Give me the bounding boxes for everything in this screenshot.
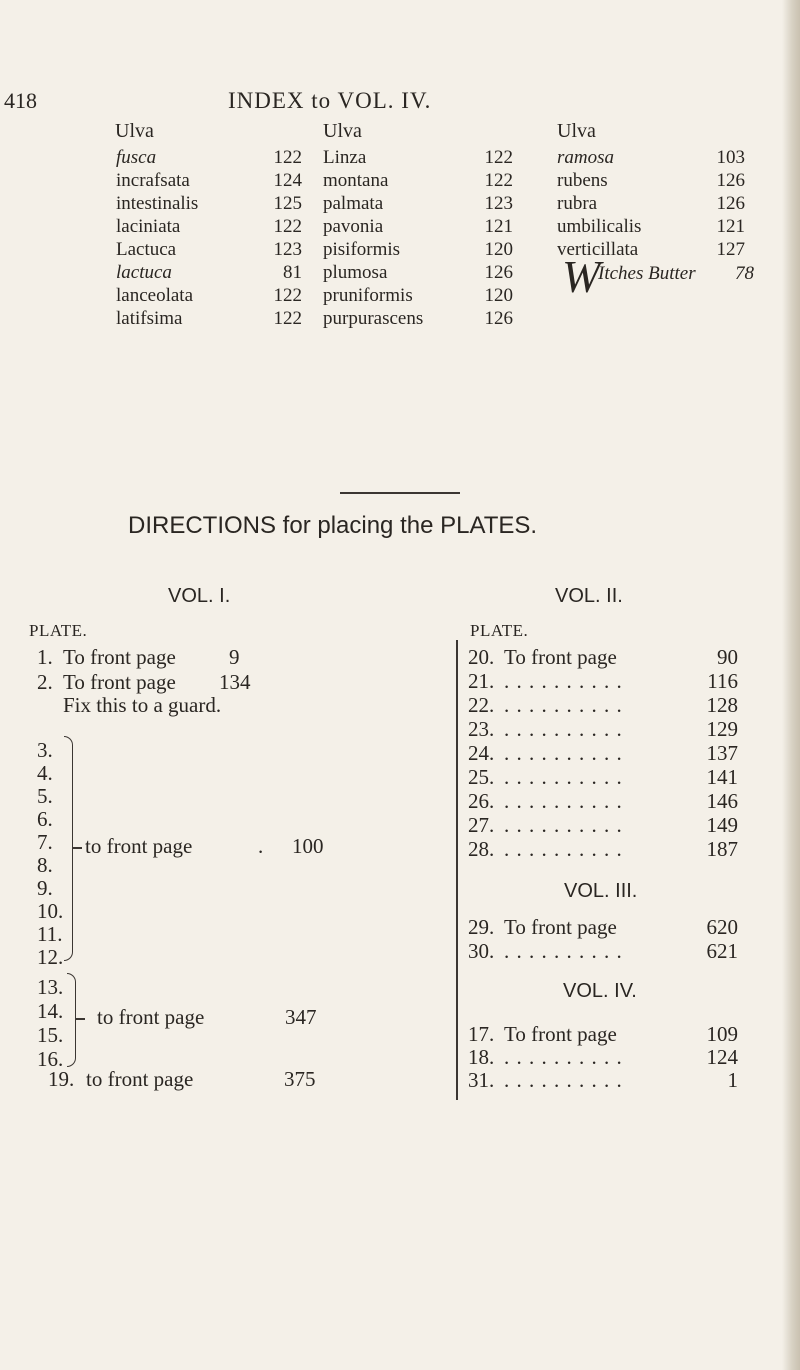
- plate-number: 7.: [37, 830, 53, 854]
- plate-page: 128: [706, 693, 738, 717]
- plate-number: 19.: [48, 1067, 75, 1091]
- witches-entry-text: Itches Butter: [598, 263, 696, 284]
- plate-number: 11.: [37, 922, 63, 946]
- plate-number: 2.: [37, 670, 53, 694]
- running-header: INDEX to VOL. IV.: [228, 88, 432, 113]
- plate-number: 27.: [468, 813, 495, 837]
- vol-1-plate-label: PLATE.: [29, 621, 88, 640]
- index-entry-name: plumosa: [323, 262, 388, 283]
- column-divider: [456, 640, 458, 1100]
- plate-leader-dots: . . . . . . . . . .: [504, 1068, 623, 1092]
- plate-direction: To front page: [504, 645, 617, 669]
- group-1-page: 100: [292, 834, 324, 858]
- plate-page: 141: [706, 765, 738, 789]
- index-entry-page: 122: [273, 147, 302, 168]
- vol-2-heading: VOL. II.: [555, 585, 623, 607]
- index-entry-page: 126: [716, 193, 745, 214]
- plate-number: 16.: [37, 1047, 64, 1071]
- vol-1-heading: VOL. I.: [168, 585, 231, 607]
- index-entry-page: 103: [716, 147, 745, 168]
- index-entry-page: 122: [273, 216, 302, 237]
- plate-number: 25.: [468, 765, 495, 789]
- plate-number: 9.: [37, 876, 53, 900]
- vol-4-heading: VOL. IV.: [563, 980, 637, 1002]
- plate-leader-dots: . . . . . . . . . .: [504, 813, 623, 837]
- guard-note: Fix this to a guard.: [63, 693, 222, 717]
- index-entry-name: laciniata: [116, 216, 181, 237]
- index-entry-page: 124: [273, 170, 302, 191]
- index-entry-name: palmata: [323, 193, 384, 214]
- index-entry-page: 126: [484, 262, 513, 283]
- plate-page: 1: [727, 1068, 738, 1092]
- index-column-heading: Ulva: [557, 120, 596, 142]
- plate-direction: to front page: [86, 1067, 194, 1091]
- section-divider: [340, 492, 460, 494]
- plate-direction: To front page: [63, 670, 176, 694]
- group-2-direction: to front page: [97, 1005, 205, 1029]
- index-entry-name: Lactuca: [116, 239, 177, 260]
- plate-number: 8.: [37, 853, 53, 877]
- plate-number: 6.: [37, 807, 53, 831]
- vol-2-plate-label: PLATE.: [470, 621, 529, 640]
- plate-number: 22.: [468, 693, 495, 717]
- plate-direction: To front page: [504, 915, 617, 939]
- group-1-brace-tip: [72, 847, 82, 849]
- index-entry-page: 125: [273, 193, 302, 214]
- plate-leader-dots: . . . . . . . . . .: [504, 789, 623, 813]
- index-entry-name: rubra: [557, 193, 598, 214]
- plate-number: 17.: [468, 1022, 495, 1046]
- index-entry-name: purpurascens: [323, 308, 424, 329]
- plate-leader-dots: . . . . . . . . . .: [504, 669, 623, 693]
- plate-page: 9: [229, 645, 240, 669]
- plate-page: 146: [706, 789, 738, 813]
- plate-number: 31.: [468, 1068, 495, 1092]
- plate-number: 10.: [37, 899, 64, 923]
- plate-leader-dots: . . . . . . . . . .: [504, 939, 623, 963]
- plate-page: 187: [706, 837, 738, 861]
- plate-number: 18.: [468, 1045, 495, 1069]
- plate-page: 621: [706, 939, 738, 963]
- index-entry-name: pavonia: [323, 216, 384, 237]
- index-entry-name: Linza: [323, 147, 367, 168]
- plate-number: 5.: [37, 784, 53, 808]
- plate-number: 28.: [468, 837, 495, 861]
- index-entry-page: 122: [484, 170, 513, 191]
- index-entry-name: latifsima: [116, 308, 183, 329]
- plate-number: 30.: [468, 939, 495, 963]
- index-entry-name: verticillata: [557, 239, 639, 260]
- plate-leader-dots: . . . . . . . . . .: [504, 693, 623, 717]
- index-entry-name: rubens: [557, 170, 608, 191]
- index-entry-page: 126: [484, 308, 513, 329]
- witches-entry-page: 78: [735, 263, 754, 284]
- index-entry-name: fusca: [116, 147, 157, 168]
- index-column-heading: Ulva: [323, 120, 362, 142]
- index-entry-name: montana: [323, 170, 389, 191]
- page-number: 418: [4, 88, 37, 113]
- index-entry-name: pisiformis: [323, 239, 401, 260]
- index-entry-name: umbilicalis: [557, 216, 642, 237]
- group-2-brace: [67, 973, 76, 1067]
- plate-page: 149: [706, 813, 738, 837]
- plate-number: 23.: [468, 717, 495, 741]
- plate-direction: To front page: [63, 645, 176, 669]
- plate-number: 14.: [37, 999, 64, 1023]
- index-column-heading: Ulva: [115, 120, 154, 142]
- plate-page: 137: [706, 741, 738, 765]
- group-1-direction: to front page: [85, 834, 193, 858]
- index-entry-page: 121: [716, 216, 745, 237]
- index-entry-name: pruniformis: [323, 285, 413, 306]
- plate-page: 620: [706, 915, 738, 939]
- plate-number: 24.: [468, 741, 495, 765]
- plate-number: 4.: [37, 761, 53, 785]
- index-entry-page: 123: [484, 193, 513, 214]
- vol-3-heading: VOL. III.: [564, 880, 638, 902]
- plate-number: 26.: [468, 789, 495, 813]
- plate-number: 3.: [37, 738, 53, 762]
- plate-leader-dots: . . . . . . . . . .: [504, 741, 623, 765]
- index-entry-page: 81: [283, 262, 302, 283]
- index-entry-name: intestinalis: [116, 193, 199, 214]
- plate-page: 90: [717, 645, 738, 669]
- plate-leader-dots: . . . . . . . . . .: [504, 1045, 623, 1069]
- index-entry-page: 120: [484, 285, 513, 306]
- plate-page: 129: [706, 717, 738, 741]
- index-entry-name: ramosa: [557, 147, 615, 168]
- index-entry-name: lanceolata: [116, 285, 194, 306]
- plate-number: 21.: [468, 669, 495, 693]
- page-edge-shadow: [782, 0, 800, 1370]
- index-entry-page: 122: [273, 308, 302, 329]
- plate-page: 124: [706, 1045, 738, 1069]
- index-entry-name: lactuca: [116, 262, 172, 283]
- group-1-dot: .: [258, 834, 264, 858]
- plate-number: 29.: [468, 915, 495, 939]
- index-entry-page: 120: [484, 239, 513, 260]
- plate-leader-dots: . . . . . . . . . .: [504, 765, 623, 789]
- index-entry-page: 127: [716, 239, 745, 260]
- group-2-page: 347: [285, 1005, 317, 1029]
- plate-leader-dots: . . . . . . . . . .: [504, 717, 623, 741]
- group-2-brace-tip: [75, 1018, 85, 1020]
- index-entry-page: 126: [716, 170, 745, 191]
- index-entry-page: 121: [484, 216, 513, 237]
- witches-initial: W: [562, 251, 601, 302]
- index-entry-page: 123: [273, 239, 302, 260]
- plate-number: 15.: [37, 1023, 64, 1047]
- plate-page: 134: [219, 670, 251, 694]
- plate-direction: To front page: [504, 1022, 617, 1046]
- plate-number: 1.: [37, 645, 53, 669]
- plate-page: 375: [284, 1067, 316, 1091]
- plate-page: 109: [706, 1022, 738, 1046]
- plate-page: 116: [707, 669, 738, 693]
- index-entry-page: 122: [273, 285, 302, 306]
- index-entry-page: 122: [484, 147, 513, 168]
- plate-leader-dots: . . . . . . . . . .: [504, 837, 623, 861]
- plate-number: 20.: [468, 645, 495, 669]
- directions-title: DIRECTIONS for placing the PLATES.: [128, 512, 538, 539]
- plate-number: 13.: [37, 975, 64, 999]
- plate-number: 12.: [37, 945, 64, 969]
- index-entry-name: incrafsata: [116, 170, 190, 191]
